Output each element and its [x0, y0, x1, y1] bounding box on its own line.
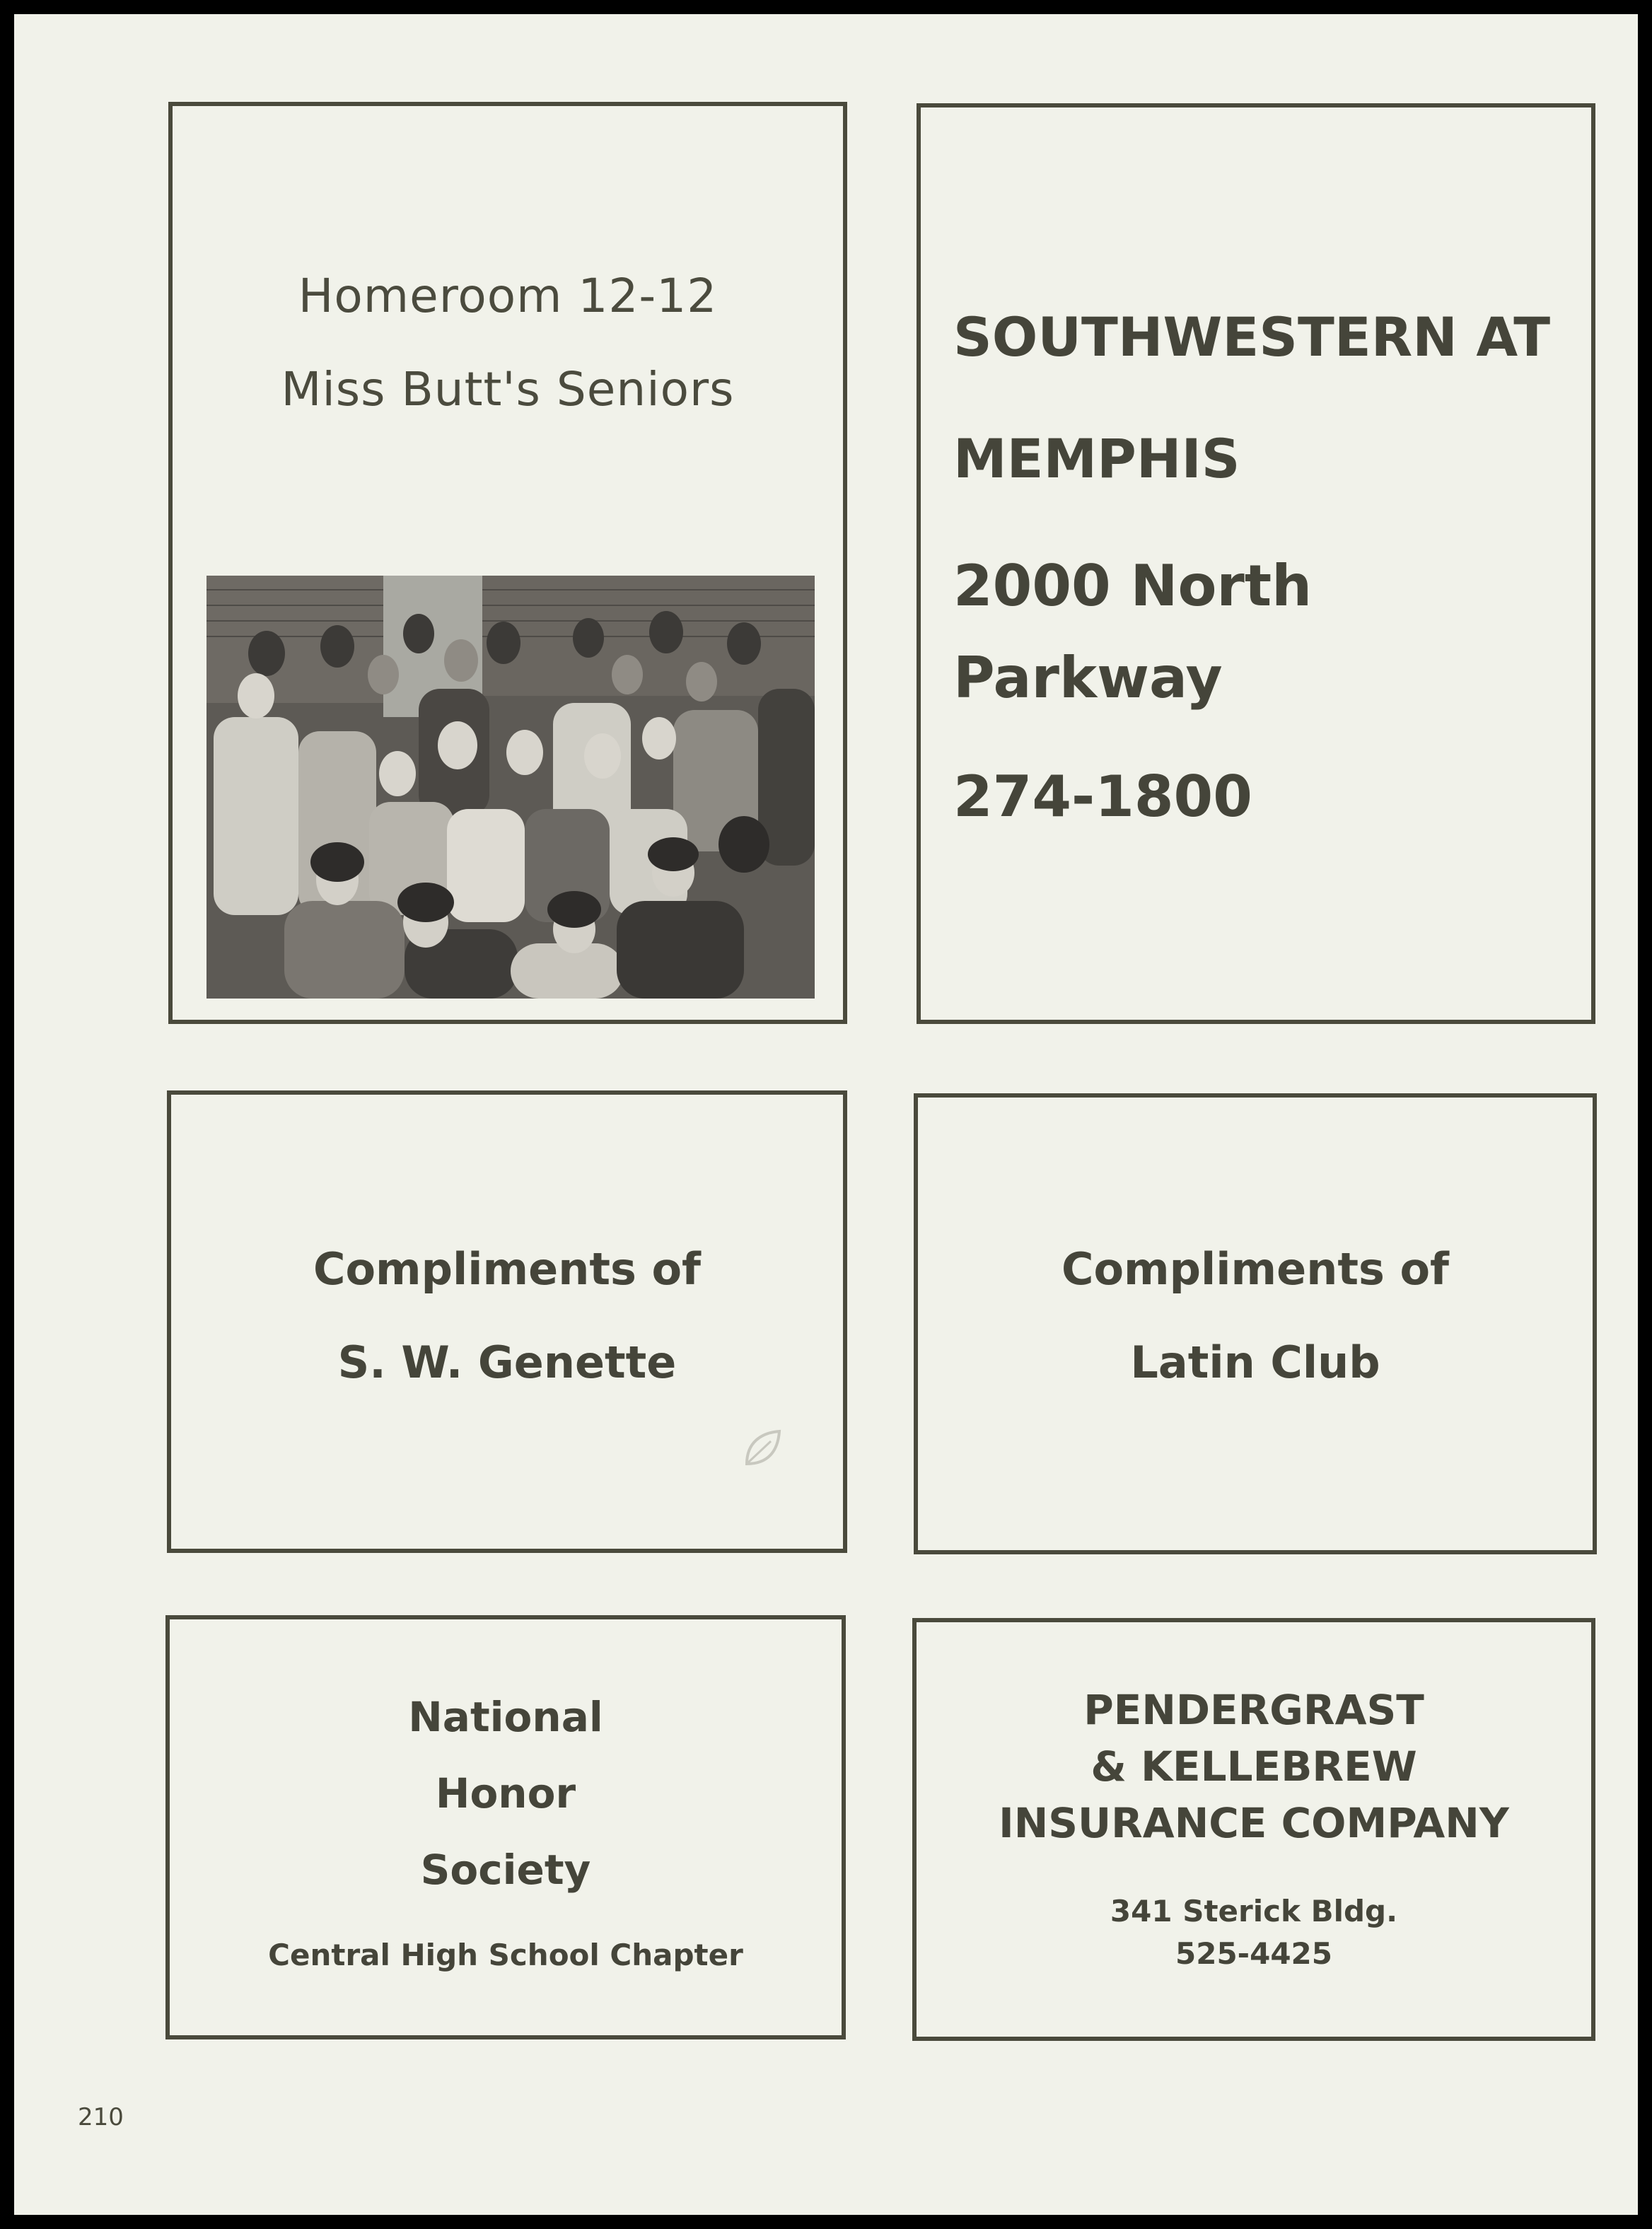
pk-address: 341 Sterick Bldg. [1110, 1894, 1398, 1928]
homeroom-ad [168, 102, 847, 1024]
southwestern-name-line2: MEMPHIS [953, 427, 1240, 490]
southwestern-phone: 274-1800 [953, 764, 1252, 830]
genette-compliments: Compliments of [313, 1243, 702, 1295]
homeroom-subtitle: Miss Butt's Seniors [281, 362, 735, 417]
southwestern-address-line2: Parkway [953, 645, 1223, 711]
southwestern-ad [917, 103, 1595, 1024]
latin-club-ad [914, 1093, 1597, 1554]
nhs-line2: Honor [435, 1769, 576, 1817]
pendergrast-kellebrew-ad [912, 1618, 1595, 2041]
pk-line3: INSURANCE COMPANY [999, 1799, 1509, 1847]
genette-name: S. W. Genette [337, 1337, 677, 1388]
pk-line1: PENDERGRAST [1083, 1686, 1424, 1734]
page-number: 210 [78, 2103, 124, 2131]
nhs-line1: National [408, 1693, 603, 1741]
yearbook-page [14, 14, 1638, 2215]
national-honor-society-ad [165, 1615, 846, 2039]
pk-phone: 525-4425 [1175, 1936, 1332, 1971]
latin-name: Latin Club [1130, 1337, 1380, 1388]
nhs-chapter: Central High School Chapter [268, 1938, 743, 1972]
genette-ad [167, 1090, 847, 1553]
southwestern-name-line1: SOUTHWESTERN AT [953, 305, 1551, 368]
southwestern-address-line1: 2000 North [953, 553, 1313, 619]
latin-compliments: Compliments of [1061, 1243, 1450, 1295]
class-group-photo [206, 576, 815, 999]
leaf-icon [740, 1426, 785, 1471]
nhs-line3: Society [420, 1846, 591, 1894]
homeroom-title: Homeroom 12-12 [298, 269, 718, 323]
pk-line2: & KELLEBREW [1090, 1742, 1417, 1791]
